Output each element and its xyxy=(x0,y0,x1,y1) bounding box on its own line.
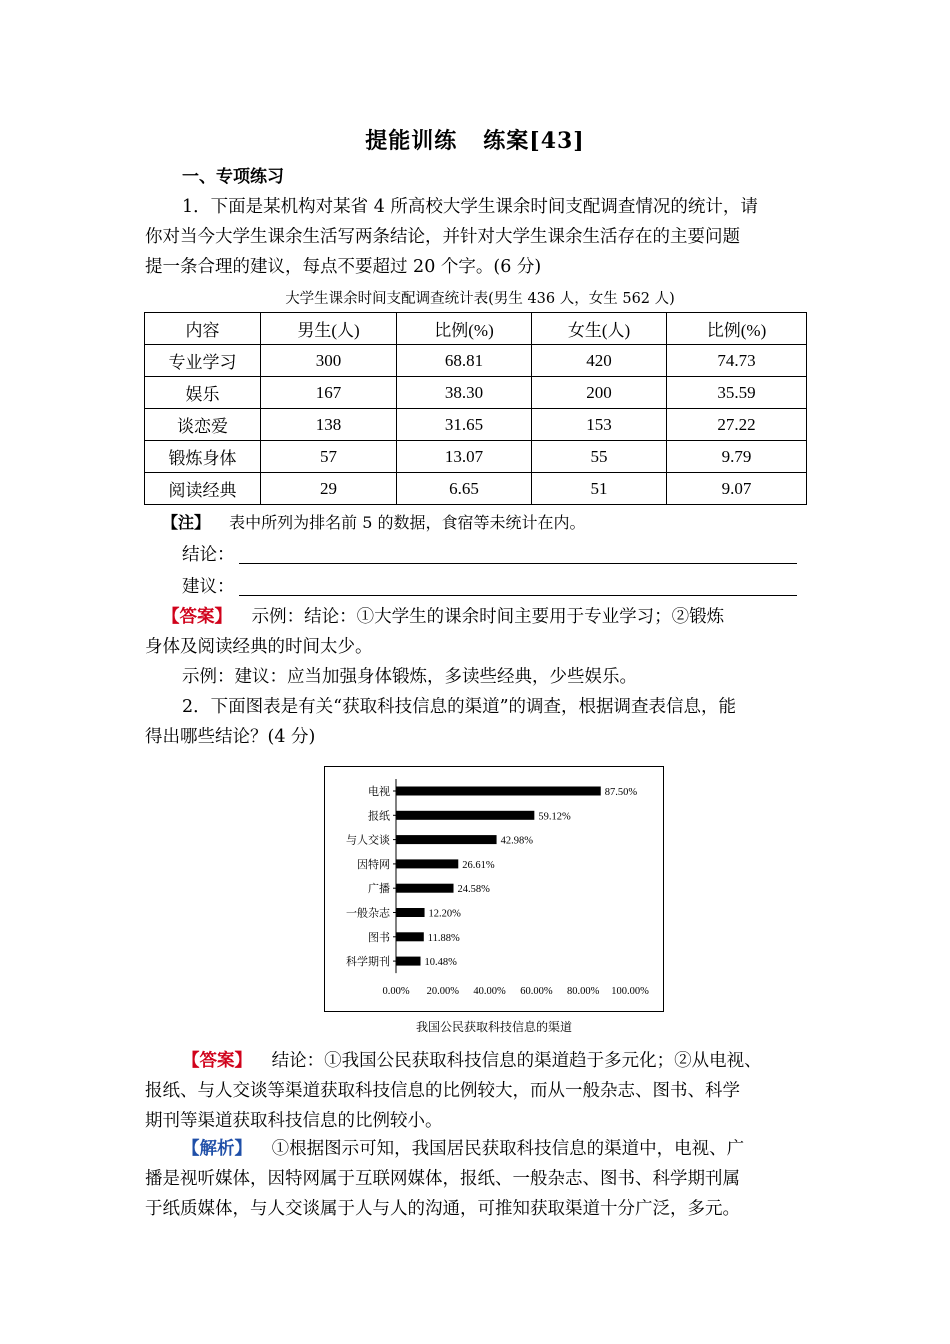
note-label: 【注】 xyxy=(162,513,211,532)
q2-analysis-line1 xyxy=(182,1134,852,1164)
table-cell: 9.79 xyxy=(667,441,807,473)
table-cell: 420 xyxy=(532,345,667,377)
bar xyxy=(396,884,454,893)
x-tick-label: 60.00% xyxy=(520,986,553,997)
answer-text: 结论：①我国公民获取科技信息的渠道趋于多元化；②从电视、 xyxy=(271,1051,762,1071)
table-cell: 138 xyxy=(261,409,397,441)
table-cell: 9.07 xyxy=(667,473,807,505)
table-header-row xyxy=(145,313,807,345)
table-cell: 阅读经典 xyxy=(145,473,261,505)
category-label: 广播 xyxy=(368,882,390,896)
table-cell: 谈恋爱 xyxy=(145,409,261,441)
conclusion-blank[interactable] xyxy=(239,545,797,564)
x-tick-label: 20.00% xyxy=(426,986,459,997)
category-label: 因特网 xyxy=(357,857,390,871)
q2-line1: 2．下面图表是有关“获取科技信息的渠道”的调查，根据调查表信息，能 xyxy=(182,697,737,717)
category-label: 报纸 xyxy=(368,809,390,823)
table-header-cell: 男生(人) xyxy=(261,313,397,345)
bar xyxy=(396,859,458,868)
table-cell: 167 xyxy=(261,377,397,409)
suggestion-label: 建议： xyxy=(182,577,235,597)
table-note xyxy=(162,508,832,538)
q2-analysis-line3: 于纸质媒体，与人交谈属于人与人的沟通，可推知获取渠道十分广泛，多元。 xyxy=(145,1199,740,1219)
category-label: 一般杂志 xyxy=(346,906,390,920)
answer-label: 【答案】 xyxy=(162,607,232,627)
table-cell: 51 xyxy=(532,473,667,505)
table-row xyxy=(145,441,807,473)
table-cell: 6.65 xyxy=(397,473,532,505)
table-cell: 娱乐 xyxy=(145,377,261,409)
analysis-text: ①根据图示可知，我国居民获取科技信息的渠道中，电视、广 xyxy=(271,1139,745,1159)
table-header-cell: 女生(人) xyxy=(532,313,667,345)
table-cell: 31.65 xyxy=(397,409,532,441)
data-label: 26.61% xyxy=(462,859,495,871)
q2-answer-line2: 报纸、与人交谈等渠道获取科技信息的比例较大，而从一般杂志、图书、科学 xyxy=(145,1081,740,1101)
q1-line3: 提一条合理的建议，每点不要超过 20 个字。(6 分) xyxy=(145,257,542,277)
x-tick-label: 80.00% xyxy=(567,986,600,997)
table-cell: 68.81 xyxy=(397,345,532,377)
table-cell: 74.73 xyxy=(667,345,807,377)
suggestion-row xyxy=(182,572,815,602)
table-row xyxy=(145,409,807,441)
table-header-cell: 比例(%) xyxy=(397,313,532,345)
bar xyxy=(396,811,534,820)
table-cell: 38.30 xyxy=(397,377,532,409)
survey-table xyxy=(144,312,807,505)
table-cell: 153 xyxy=(532,409,667,441)
table-header-cell: 内容 xyxy=(145,313,261,345)
table-cell: 57 xyxy=(261,441,397,473)
analysis-label: 【解析】 xyxy=(182,1139,252,1159)
section-heading: 一、专项练习 xyxy=(182,167,284,187)
data-label: 87.50% xyxy=(604,787,638,798)
q1-answer-line1 xyxy=(162,602,832,632)
q1-line2: 你对当今大学生课余生活写两条结论，并针对大学生课余生活存在的主要问题 xyxy=(145,227,740,247)
data-label: 59.12% xyxy=(538,811,571,823)
table-caption: 大学生课余时间支配调查统计表(男生 436 人，女生 562 人) xyxy=(285,291,675,307)
x-tick-label: 0.00% xyxy=(382,986,410,997)
x-tick-label: 100.00% xyxy=(611,986,649,997)
page-title xyxy=(0,124,950,155)
note-text: 表中所列为排名前 5 的数据，食宿等未统计在内。 xyxy=(229,513,586,532)
q1-answer-line2: 身体及阅读经典的时间太少。 xyxy=(145,637,373,657)
table-cell: 35.59 xyxy=(667,377,807,409)
q2-answer-line3: 期刊等渠道获取科技信息的比例较小。 xyxy=(145,1111,443,1131)
table-cell: 27.22 xyxy=(667,409,807,441)
category-label: 与人交谈 xyxy=(346,833,390,847)
table-cell: 300 xyxy=(261,345,397,377)
x-tick-label: 40.00% xyxy=(473,986,506,997)
bar xyxy=(396,835,497,844)
category-label: 图书 xyxy=(368,930,390,944)
title-part1: 提能训练 xyxy=(365,128,458,154)
answer-text: 示例：结论：①大学生的课余时间主要用于专业学习；②锻炼 xyxy=(251,607,725,627)
data-label: 11.88% xyxy=(427,932,460,944)
table-cell: 29 xyxy=(261,473,397,505)
title-part2: 练案[43] xyxy=(483,128,585,154)
q2-analysis-line2: 播是视听媒体，因特网属于互联网媒体，报纸、一般杂志、图书、科学期刊属 xyxy=(145,1169,740,1189)
suggestion-blank[interactable] xyxy=(239,577,797,596)
q1-line1: 1．下面是某机构对某省 4 所高校大学生课余时间支配调查情况的统计，请 xyxy=(182,197,758,217)
table-row xyxy=(145,473,807,505)
bar-chart xyxy=(325,767,663,1011)
table-cell: 200 xyxy=(532,377,667,409)
bar xyxy=(396,908,425,917)
data-label: 10.48% xyxy=(424,957,457,969)
table-row xyxy=(145,345,807,377)
table-cell: 55 xyxy=(532,441,667,473)
bar xyxy=(396,932,424,941)
bar xyxy=(396,957,421,966)
q2-line2: 得出哪些结论？(4 分) xyxy=(145,727,316,747)
q1-answer-line3: 示例：建议：应当加强身体锻炼，多读些经典，少些娱乐。 xyxy=(182,667,637,687)
chart-caption: 我国公民获取科技信息的渠道 xyxy=(415,1020,572,1034)
category-label: 科学期刊 xyxy=(346,955,390,969)
bar xyxy=(396,787,601,796)
category-label: 电视 xyxy=(368,785,390,798)
table-cell: 13.07 xyxy=(397,441,532,473)
table-header-cell: 比例(%) xyxy=(667,313,807,345)
data-label: 42.98% xyxy=(500,835,533,847)
chart-frame xyxy=(324,766,664,1012)
data-label: 24.58% xyxy=(457,884,490,896)
data-label: 12.20% xyxy=(428,908,461,920)
q2-answer-line1 xyxy=(182,1046,852,1076)
answer-label: 【答案】 xyxy=(182,1051,252,1071)
conclusion-label: 结论： xyxy=(182,545,235,565)
table-row xyxy=(145,377,807,409)
table-cell: 锻炼身体 xyxy=(145,441,261,473)
conclusion-row xyxy=(182,540,815,570)
table-cell: 专业学习 xyxy=(145,345,261,377)
